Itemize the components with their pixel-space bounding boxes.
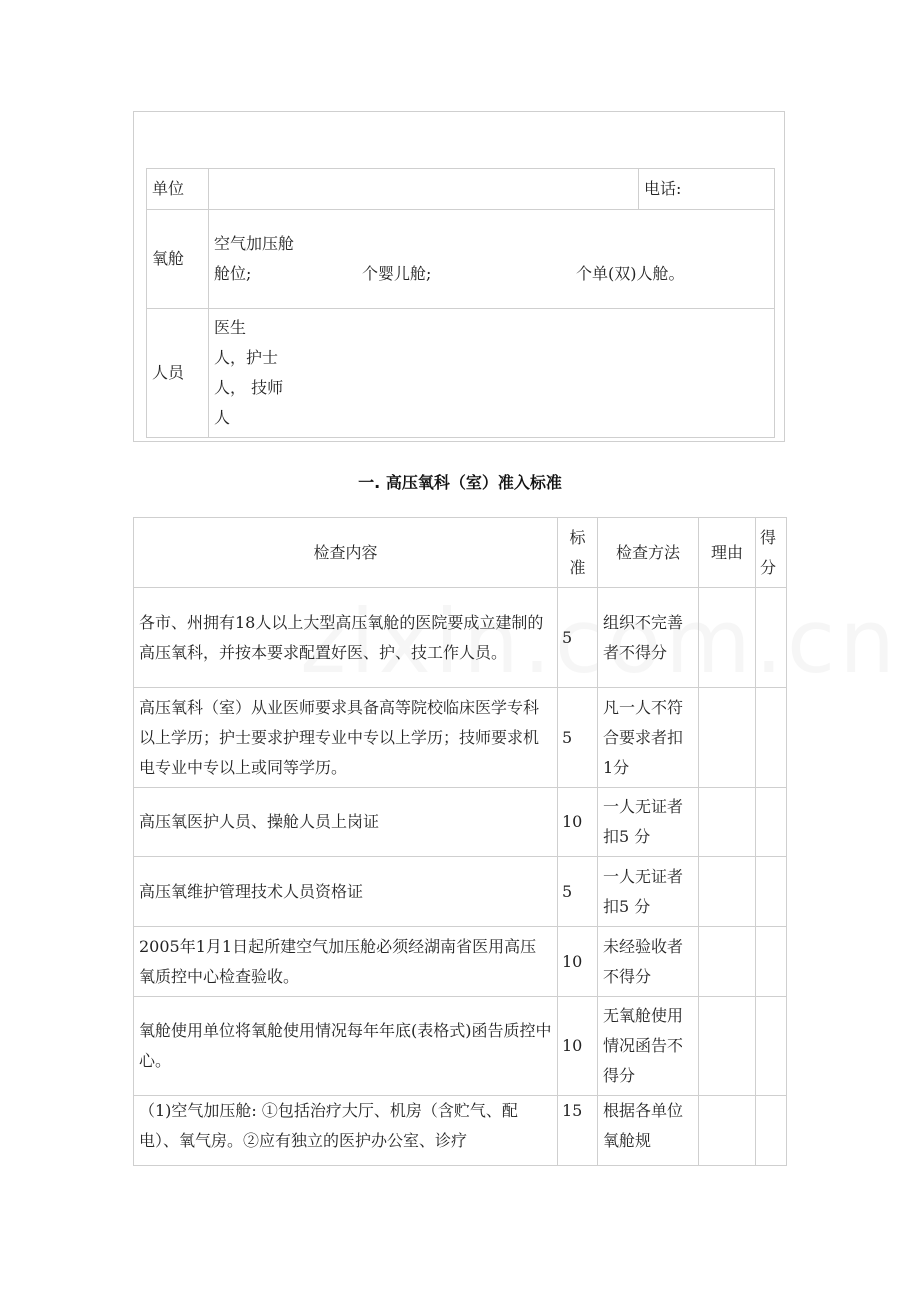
table-row [134, 688, 787, 788]
row-score [756, 588, 787, 688]
phone-label: 电话: [639, 169, 775, 210]
row-reason [699, 997, 756, 1096]
row-standard: 5 [558, 857, 598, 927]
chamber-single-double: 个单(双)人舱。 [576, 264, 685, 283]
row-method: 一人无证者扣5 分 [598, 788, 699, 857]
chamber-label: 氧舱 [147, 210, 209, 309]
row-standard: 5 [558, 688, 598, 788]
unit-value [209, 169, 639, 210]
table-header-row [134, 518, 787, 588]
unit-row [147, 169, 775, 210]
table-row [134, 1096, 787, 1166]
table-row [134, 788, 787, 857]
unit-info-table [146, 168, 775, 438]
table-row [134, 588, 787, 688]
row-reason [699, 1096, 756, 1166]
staff-line-nurse: 人，护士 [214, 348, 279, 367]
row-standard: 10 [558, 997, 598, 1096]
row-standard: 5 [558, 588, 598, 688]
unit-label: 单位 [147, 169, 209, 210]
header-reason: 理由 [699, 518, 756, 588]
row-content: 2005年1月1日起所建空气加压舱必须经湖南省医用高压氧质控中心检查验收。 [134, 927, 558, 997]
row-method: 未经验收者不得分 [598, 927, 699, 997]
row-method: 无氧舱使用情况函告不得分 [598, 997, 699, 1096]
row-standard: 10 [558, 927, 598, 997]
staff-label: 人员 [147, 309, 209, 438]
row-reason [699, 588, 756, 688]
section-title: 一. 高压氧科（室）准入标准 [358, 473, 562, 492]
staff-row [147, 309, 775, 438]
inspection-table [133, 517, 787, 1166]
table-row [134, 927, 787, 997]
row-content: 高压氧医护人员、操舱人员上岗证 [134, 788, 558, 857]
row-standard: 15 [558, 1096, 598, 1166]
row-content: 各市、州拥有18人以上大型高压氧舱的医院要成立建制的高压氧科，并按本要求配置好医、护、技工作人员。 [134, 588, 558, 688]
staff-details [209, 309, 775, 438]
row-reason [699, 688, 756, 788]
row-reason [699, 857, 756, 927]
row-standard: 10 [558, 788, 598, 857]
row-method: 一人无证者扣5 分 [598, 857, 699, 927]
staff-line-technician: 人， 技师 [214, 378, 284, 397]
chamber-row [147, 210, 775, 309]
row-content: 高压氧科（室）从业医师要求具备高等院校临床医学专科以上学历；护士要求护理专业中专以上学历；技师要求机电专业中专以上或同等学历。 [134, 688, 558, 788]
row-method: 凡一人不符合要求者扣1分 [598, 688, 699, 788]
header-score: 得分 [756, 518, 787, 588]
row-score [756, 788, 787, 857]
row-score [756, 1096, 787, 1166]
row-method: 组织不完善者不得分 [598, 588, 699, 688]
row-score [756, 857, 787, 927]
row-content: 高压氧维护管理技术人员资格证 [134, 857, 558, 927]
header-standard: 标准 [558, 518, 598, 588]
row-score [756, 997, 787, 1096]
header-method: 检查方法 [598, 518, 699, 588]
table-row [134, 997, 787, 1096]
row-reason [699, 788, 756, 857]
chamber-type: 空气加压舱 [214, 234, 295, 253]
row-reason [699, 927, 756, 997]
chamber-infant: 个婴儿舱; [362, 264, 432, 283]
staff-line-end: 人 [214, 408, 231, 427]
row-score [756, 688, 787, 788]
row-content: 氧舱使用单位将氧舱使用情况每年年底(表格式)函告质控中心。 [134, 997, 558, 1096]
table-row [134, 857, 787, 927]
row-score [756, 927, 787, 997]
chamber-positions: 舱位; [214, 264, 252, 283]
row-content: （1)空气加压舱: ①包括治疗大厅、机房（含贮气、配电）、氧气房。②应有独立的医护办公室、诊疗 [134, 1096, 558, 1166]
chamber-counts-line [214, 259, 769, 289]
chamber-details [209, 210, 775, 309]
staff-line-doctor: 医生 [214, 318, 247, 337]
header-content: 检查内容 [134, 518, 558, 588]
row-method: 根据各单位氧舱规 [598, 1096, 699, 1166]
